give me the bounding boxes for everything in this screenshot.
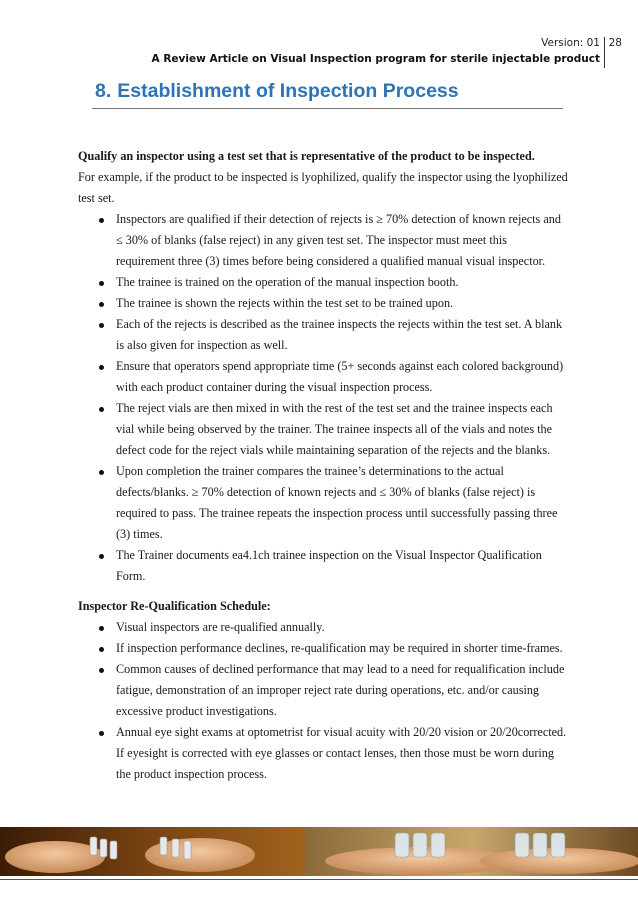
- header-divider: [604, 37, 605, 68]
- list-item: Ensure that operators spend appropriate time (5+ seconds against each colored background) with each product container during the visual inspection process.: [78, 356, 568, 398]
- section-number: 8.: [95, 80, 112, 102]
- bullet-icon: [99, 668, 104, 673]
- intro-bold-line: Qualify an inspector using a test set that is representative of the product to be inspected.: [78, 149, 535, 163]
- header-title: A Review Article on Visual Inspection program for sterile injectable product: [151, 53, 600, 65]
- bullet-icon: [99, 626, 104, 631]
- hands-holding-vials-icon: [0, 827, 638, 876]
- bullet-icon: [99, 470, 104, 475]
- page-header: [0, 37, 638, 69]
- list-item: The reject vials are then mixed in with the rest of the test set and the trainee inspects each vial while being observed by the trainer. The trainee inspects all of the vials and notes the defect code for the reject vials while maintaining separation of the rejects and the blanks.: [78, 398, 568, 461]
- bullet-icon: [99, 281, 104, 286]
- list-item: The trainee is shown the rejects within the test set to be trained upon.: [78, 293, 568, 314]
- footer-rule: [0, 879, 638, 880]
- section-title: [95, 80, 459, 103]
- bullet-icon: [99, 323, 104, 328]
- bullet-icon: [99, 554, 104, 559]
- list-item: Each of the rejects is described as the trainee inspects the rejects within the test set. A blank is also given for inspection as well.: [78, 314, 568, 356]
- list-item: Upon completion the trainer compares the trainee’s determinations to the actual defects/blanks. ≥ 70% detection of known rejects and ≤ 30% of blanks (false reject) is required to pass. The trainee repeats the inspection process until successfully passing three (3) times.: [78, 461, 568, 545]
- list-item: Visual inspectors are re-qualified annually.: [78, 617, 568, 638]
- document-body: [78, 146, 568, 785]
- bullet-icon: [99, 647, 104, 652]
- page-number: 28: [608, 37, 622, 49]
- list-item: Common causes of declined performance that may lead to a need for requalification include fatigue, demonstration of an improper reject rate during operations, etc. and/or causing excessive product investigations.: [78, 659, 568, 722]
- bullet-icon: [99, 218, 104, 223]
- list-item: Annual eye sight exams at optometrist for visual acuity with 20/20 vision or 20/20corrected. If eyesight is corrected with eye glasses or contact lenses, then those must be worn during the product inspection process.: [78, 722, 568, 785]
- title-underline: [92, 108, 563, 109]
- list-item: The Trainer documents ea4.1ch trainee inspection on the Visual Inspector Qualification Form.: [78, 545, 568, 587]
- list-item: Inspectors are qualified if their detection of rejects is ≥ 70% detection of known rejects and ≤ 30% of blanks (false reject) in any given test set. The inspector must meet this requirement three (3) times before being considered a qualified manual visual inspector.: [78, 209, 568, 272]
- bullet-icon: [99, 302, 104, 307]
- requalification-heading: Inspector Re-Qualification Schedule:: [78, 599, 271, 613]
- intro-text: For example, if the product to be inspected is lyophilized, qualify the inspector using the lyophilized test set.: [78, 170, 568, 205]
- list-item: If inspection performance declines, re-qualification may be required in shorter time-frames.: [78, 638, 568, 659]
- footer-banner: [0, 827, 638, 876]
- bullet-icon: [99, 407, 104, 412]
- requalification-bullet-list: [78, 617, 568, 785]
- bullet-icon: [99, 731, 104, 736]
- list-item: The trainee is trained on the operation of the manual inspection booth.: [78, 272, 568, 293]
- version-label: Version: 01: [541, 37, 600, 49]
- section-title-text: Establishment of Inspection Process: [117, 80, 459, 102]
- qualification-bullet-list: [78, 209, 568, 587]
- bullet-icon: [99, 365, 104, 370]
